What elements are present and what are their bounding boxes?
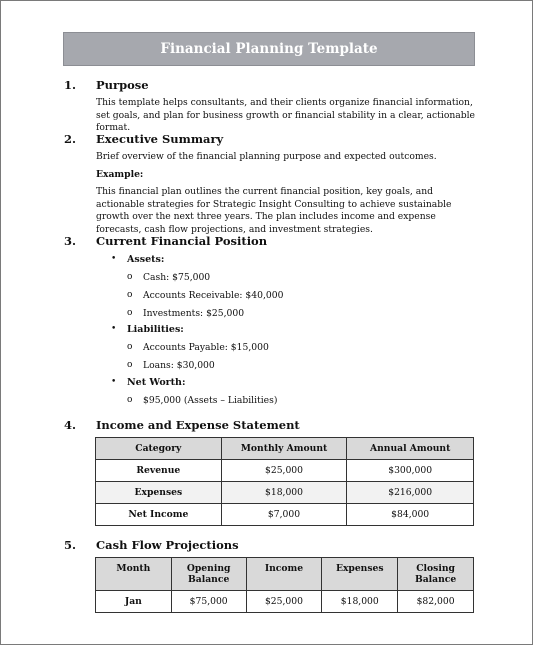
table-cell: $25,000: [221, 460, 347, 482]
section-4-number: 4.: [64, 418, 77, 432]
table-row: [96, 591, 474, 613]
section-2-example: This financial plan outlines the current financial position, key goals, and actionable strategies for Strategic Insight Consulting to achieve sustainable growth over the next three years. The plan includes income and expense forecasts, cash flow projections, and investment strategies.: [96, 186, 452, 235]
bullet-icon: •: [111, 377, 117, 387]
table-cell: $84,000: [347, 504, 474, 526]
liability-item: Accounts Payable: $15,000: [143, 342, 269, 353]
table-row: [96, 460, 474, 482]
table-row: [96, 482, 474, 504]
circle-bullet-icon: o: [127, 395, 133, 405]
table-cell: Jan: [96, 591, 172, 613]
circle-bullet-icon: o: [127, 290, 133, 300]
circle-bullet-icon: o: [127, 342, 133, 352]
section-2-intro: Brief overview of the financial planning purpose and expected outcomes.: [96, 151, 437, 162]
table-cell: $300,000: [347, 460, 474, 482]
section-4-heading: Income and Expense Statement: [96, 418, 300, 432]
section-5-number: 5.: [64, 538, 77, 552]
column-header: Category: [96, 438, 222, 460]
table-cell: Net Income: [96, 504, 222, 526]
column-header: Annual Amount: [347, 438, 474, 460]
bullet-icon: •: [111, 324, 117, 334]
section-3-number: 3.: [64, 234, 77, 248]
table-cell: $25,000: [246, 591, 322, 613]
section-2-number: 2.: [64, 132, 77, 146]
assets-label: Assets:: [127, 254, 165, 265]
section-3-heading: Current Financial Position: [96, 234, 268, 248]
circle-bullet-icon: o: [127, 272, 133, 282]
net-worth-label: Net Worth:: [127, 377, 186, 388]
table-cell: $18,000: [322, 591, 398, 613]
asset-item: Investments: $25,000: [143, 308, 245, 319]
section-2-heading: Executive Summary: [96, 132, 224, 146]
cash-flow-table: [95, 557, 474, 613]
column-header: Expenses: [322, 558, 398, 591]
document-title: Financial Planning Template: [160, 41, 378, 57]
section-1-number: 1.: [64, 78, 77, 92]
column-header: Monthly Amount: [221, 438, 347, 460]
circle-bullet-icon: o: [127, 308, 133, 318]
section-2-example-label: Example:: [96, 169, 144, 180]
column-header: Closing Balance: [398, 558, 474, 591]
asset-item: Accounts Receivable: $40,000: [143, 290, 284, 301]
table-cell: Revenue: [96, 460, 222, 482]
income-expense-table: [95, 437, 474, 526]
table-cell: Expenses: [96, 482, 222, 504]
table-cell: $18,000: [221, 482, 347, 504]
table-cell: $75,000: [171, 591, 246, 613]
section-1-heading: Purpose: [96, 78, 149, 92]
table-cell: $82,000: [398, 591, 474, 613]
column-header: Opening Balance: [171, 558, 246, 591]
net-worth-item: $95,000 (Assets – Liabilities): [143, 395, 278, 406]
circle-bullet-icon: o: [127, 360, 133, 370]
asset-item: Cash: $75,000: [143, 272, 211, 283]
table-cell: $7,000: [221, 504, 347, 526]
column-header: Month: [96, 558, 172, 591]
column-header: Income: [246, 558, 322, 591]
liability-item: Loans: $30,000: [143, 360, 215, 371]
table-cell: $216,000: [347, 482, 474, 504]
bullet-icon: •: [111, 254, 117, 264]
section-1-body: This template helps consultants, and their clients organize financial information, set goals, and plan for business growth or financial stability in a clear, actionable format.: [96, 97, 475, 134]
title-banner: [63, 32, 475, 66]
section-5-heading: Cash Flow Projections: [96, 538, 239, 552]
liabilities-label: Liabilities:: [127, 324, 184, 335]
table-row: [96, 504, 474, 526]
